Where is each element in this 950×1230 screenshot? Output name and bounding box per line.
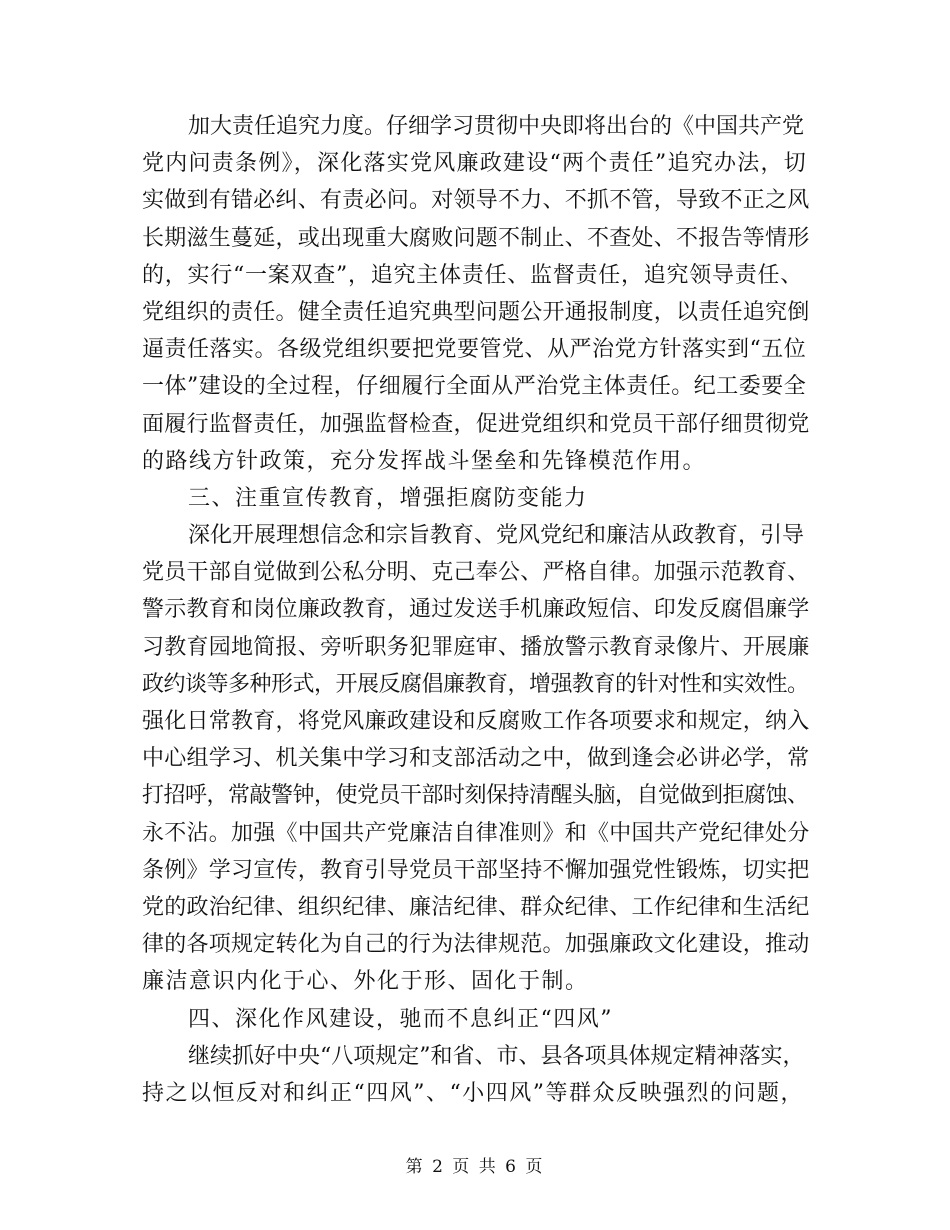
text-line: 党员干部自觉做到公私分明、克己奉公、严格自律。加强示范教育、	[142, 560, 810, 586]
text-line: 深化开展理想信念和宗旨教育、党风党纪和廉洁从政教育，引导	[188, 523, 805, 549]
text-line: 一体”建设的全过程，仔细履行全面从严治党主体责任。纪工委要全	[142, 374, 807, 400]
text-line: 强化日常教育，将党风廉政建设和反腐败工作各项要求和规定，纳入	[142, 709, 810, 734]
text-line: 加大责任追究力度。仔细学习贯彻中央即将出台的《中国共产党	[188, 114, 805, 139]
text-line: 四、深化作风建设，驰而不息纠正“四风”	[188, 1006, 613, 1032]
text-line: 廉洁意识内化于心、外化于形、固化于制。	[142, 969, 589, 995]
text-line: 的路线方针政策，充分发挥战斗堡垒和先锋模范作用。	[142, 448, 707, 474]
text-line: 持之以恒反对和纠正“四风”、“小四风”等群众反映强烈的问题，	[142, 1080, 804, 1106]
document-body	[142, 108, 810, 1112]
text-line: 中心组学习、机关集中学习和支部活动之中，做到逢会必讲必学，常	[142, 746, 810, 772]
text-line: 律的各项规定转化为自己的行为法律规范。加强廉政文化建设，推动	[142, 932, 810, 958]
text-line: 条例》学习宣传，教育引导党员干部坚持不懈加强党性锻炼，切实把	[142, 857, 810, 883]
text-line: 党组织的责任。健全责任追究典型问题公开通报制度，以责任追究倒	[142, 299, 810, 325]
text-line: 习教育园地简报、旁听职务犯罪庭审、播放警示教育录像片、开展廉	[142, 634, 810, 660]
text-line: 的，实行“一案双查”，追究主体责任、监督责任，追究领导责任、	[142, 262, 803, 288]
text-line: 党内问责条例》，深化落实党风廉政建设“两个责任”追究办法，切	[142, 151, 807, 177]
text-line: 面履行监督责任，加强监督检查，促进党组织和党员干部仔细贯彻党	[142, 411, 810, 437]
text-line: 逼责任落实。各级党组织要把党要管党、从严治党方针落实到“五位	[142, 337, 807, 363]
text-line: 打招呼，常敲警钟，使党员干部时刻保持清醒头脑，自觉做到拒腐蚀、	[142, 783, 809, 809]
text-line: 政约谈等多种形式，开展反腐倡廉教育，增强教育的针对性和实效性。	[142, 671, 809, 697]
text-line: 长期滋生蔓延，或出现重大腐败问题不制止、不查处、不报告等情形	[142, 225, 810, 251]
text-line: 永不沾。加强《中国共产党廉洁自律准则》和《中国共产党纪律处分	[142, 820, 810, 846]
text-line: 继续抓好中央“八项规定”和省、市、县各项具体规定精神落实，	[188, 1043, 805, 1069]
text-line: 警示教育和岗位廉政教育，通过发送手机廉政短信、印发反腐倡廉学	[142, 597, 810, 623]
text-line: 三、注重宣传教育，增强拒腐防变能力	[188, 485, 588, 511]
text-line: 实做到有错必纠、有责必问。对领导不力、不抓不管，导致不正之风	[142, 188, 810, 214]
text-line: 党的政治纪律、组织纪律、廉洁纪律、群众纪律、工作纪律和生活纪	[142, 894, 810, 920]
page-footer: 第 2 页 共 6 页	[405, 1157, 545, 1177]
